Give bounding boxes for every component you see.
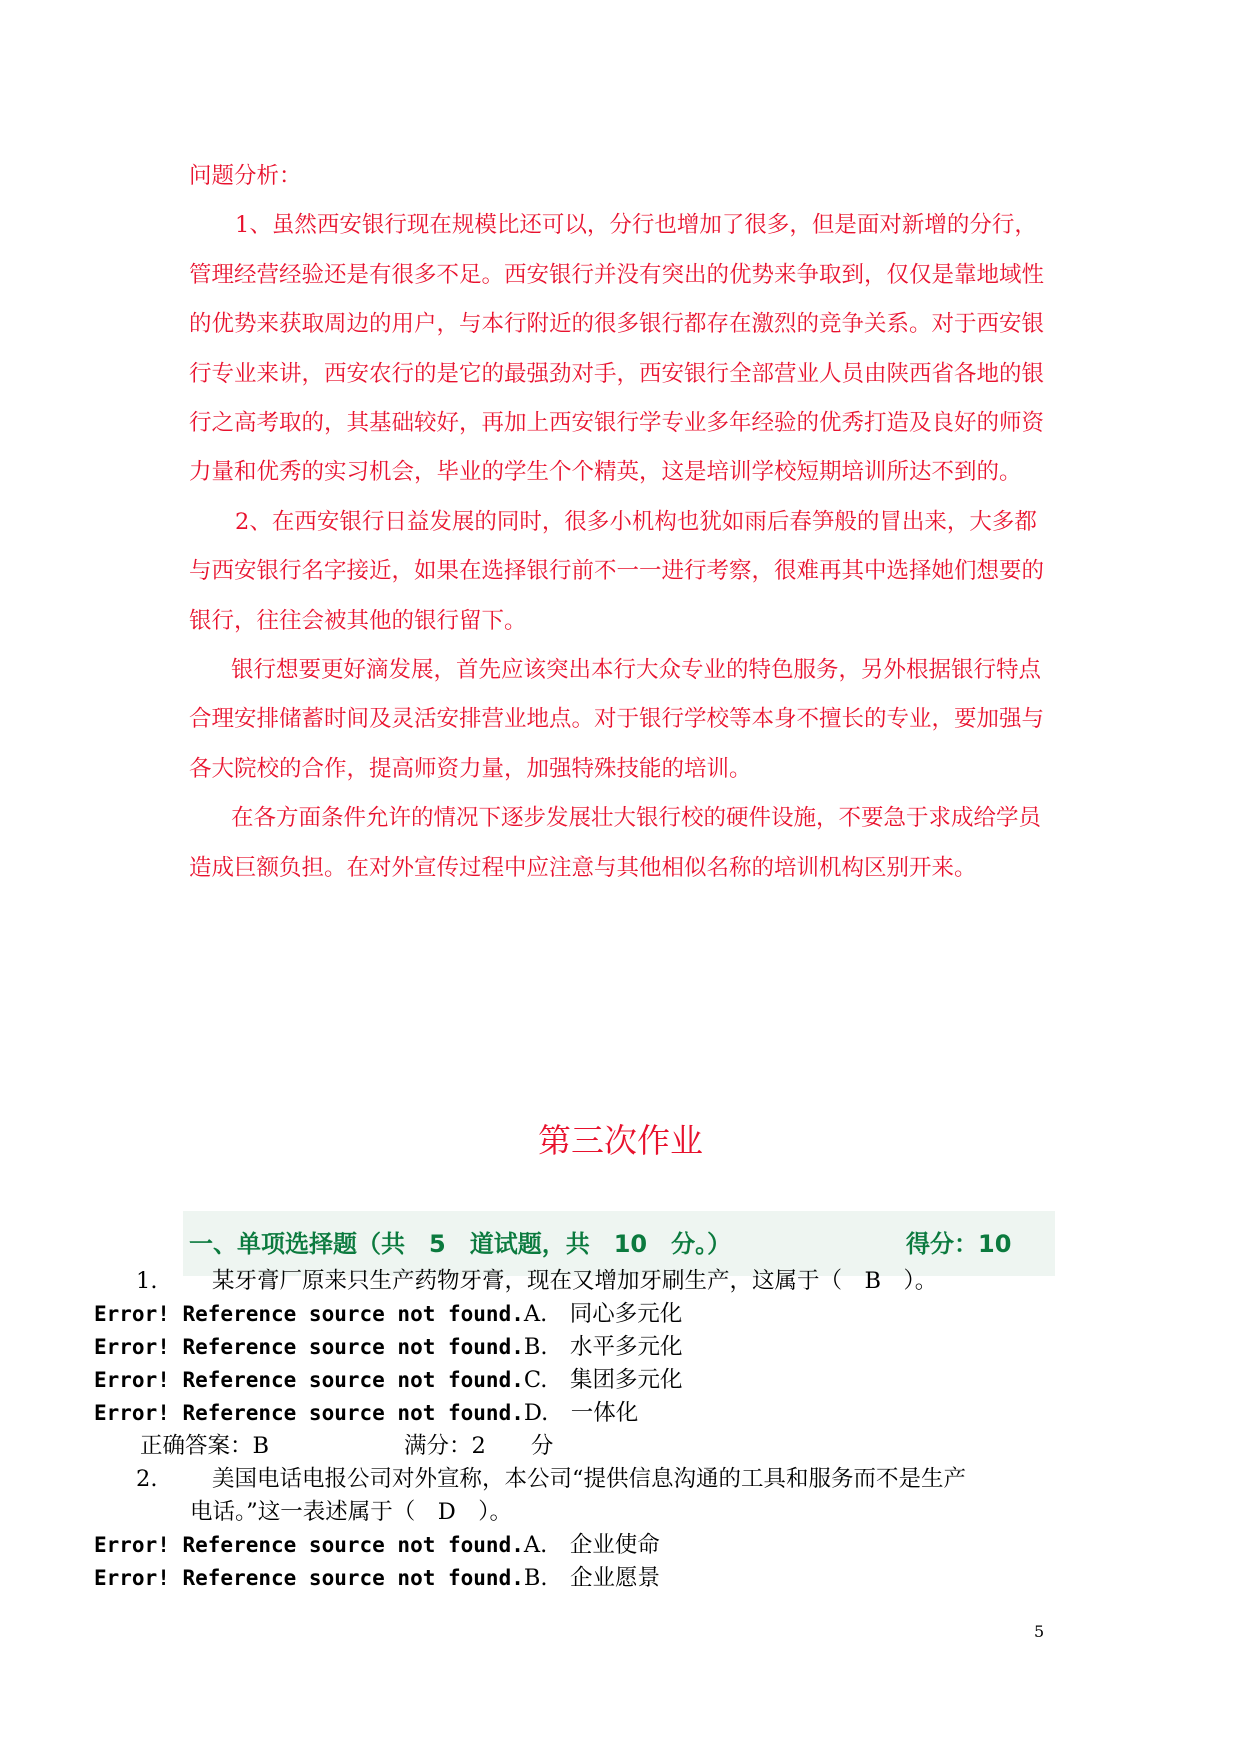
question-1-option-a	[94, 1298, 682, 1330]
question-2-option-b	[94, 1562, 660, 1594]
question-2-text-line-1: 美国电话电报公司对外宣称，本公司“提供信息沟通的工具和服务而不是生产	[212, 1466, 967, 1492]
page-number: 5	[1034, 1622, 1045, 1641]
option-label: B. 企业愿景	[523, 1565, 661, 1591]
error-reference: Error! Reference source not found.	[94, 1368, 524, 1392]
error-reference: Error! Reference source not found.	[94, 1302, 524, 1326]
question-1-text: 某牙膏厂原来只生产药物牙膏，现在又增加牙刷生产，这属于（ B ）。	[212, 1268, 938, 1294]
question-2-option-a	[94, 1529, 660, 1561]
section-title: 一、单项选择题（共 5 道试题，共 10 分。）	[189, 1230, 732, 1258]
analysis-paragraph-1: 1、虽然西安银行现在规模比还可以，分行也增加了很多，但是面对新增的分行，管理经营经验还是有很多不足。西安银行并没有突出的优势来争取到，仅仅是靠地域性的优势来获取周边的用户，与本行附近的很多银行都存在激烈的竞争关系。对于西安银行专业来讲，西安农行的是它的最强劲对手，西安银行全部营业人员由陕西省各地的银行之高考取的，其基础较好，再加上西安银行学专业多年经验的优秀打造及良好的师资力量和优秀的实习机会，毕业的学生个个精英，这是培训学校短期培训所达不到的。	[189, 212, 1045, 486]
analysis-heading: 问题分析：	[189, 163, 302, 189]
option-label: D. 一体化	[523, 1400, 639, 1426]
option-label: B. 水平多元化	[523, 1334, 683, 1360]
error-reference: Error! Reference source not found.	[94, 1335, 524, 1359]
question-2-text-line-2: 电话。”这一表述属于（ D ）。	[190, 1499, 513, 1525]
error-reference: Error! Reference source not found.	[94, 1533, 524, 1557]
question-1-option-d	[94, 1397, 638, 1429]
question-1-option-c	[94, 1364, 682, 1396]
question-2-number: 2.	[136, 1466, 158, 1492]
analysis-paragraph-3: 银行想要更好滴发展，首先应该突出本行大众专业的特色服务，另外根据银行特点合理安排储蓄时间及灵活安排营业地点。对于银行学校等本身不擅长的专业，要加强与各大院校的合作，提高师资力量，加强特殊技能的培训。	[189, 657, 1045, 782]
question-1-number: 1.	[136, 1268, 158, 1294]
section-score: 得分：10	[906, 1230, 1012, 1258]
error-reference: Error! Reference source not found.	[94, 1401, 524, 1425]
option-label: A. 同心多元化	[523, 1301, 683, 1327]
analysis-block	[189, 152, 1059, 893]
homework-title: 第三次作业	[538, 1121, 703, 1160]
question-1-answer: 正确答案：B 满分：2 分	[140, 1433, 554, 1459]
error-reference: Error! Reference source not found.	[94, 1566, 524, 1590]
option-label: A. 企业使命	[523, 1532, 660, 1558]
option-label: C. 集团多元化	[523, 1367, 683, 1393]
question-1-option-b	[94, 1331, 683, 1363]
analysis-paragraph-4: 在各方面条件允许的情况下逐步发展壮大银行校的硬件设施，不要急于求成给学员造成巨额负担。在对外宣传过程中应注意与其他相似名称的培训机构区别开来。	[189, 805, 1042, 881]
analysis-paragraph-2: 2、在西安银行日益发展的同时，很多小机构也犹如雨后春笋般的冒出来，大多都与西安银行名字接近，如果在选择银行前不一一进行考察，很难再其中选择她们想要的银行，往往会被其他的银行留下。	[189, 508, 1045, 634]
